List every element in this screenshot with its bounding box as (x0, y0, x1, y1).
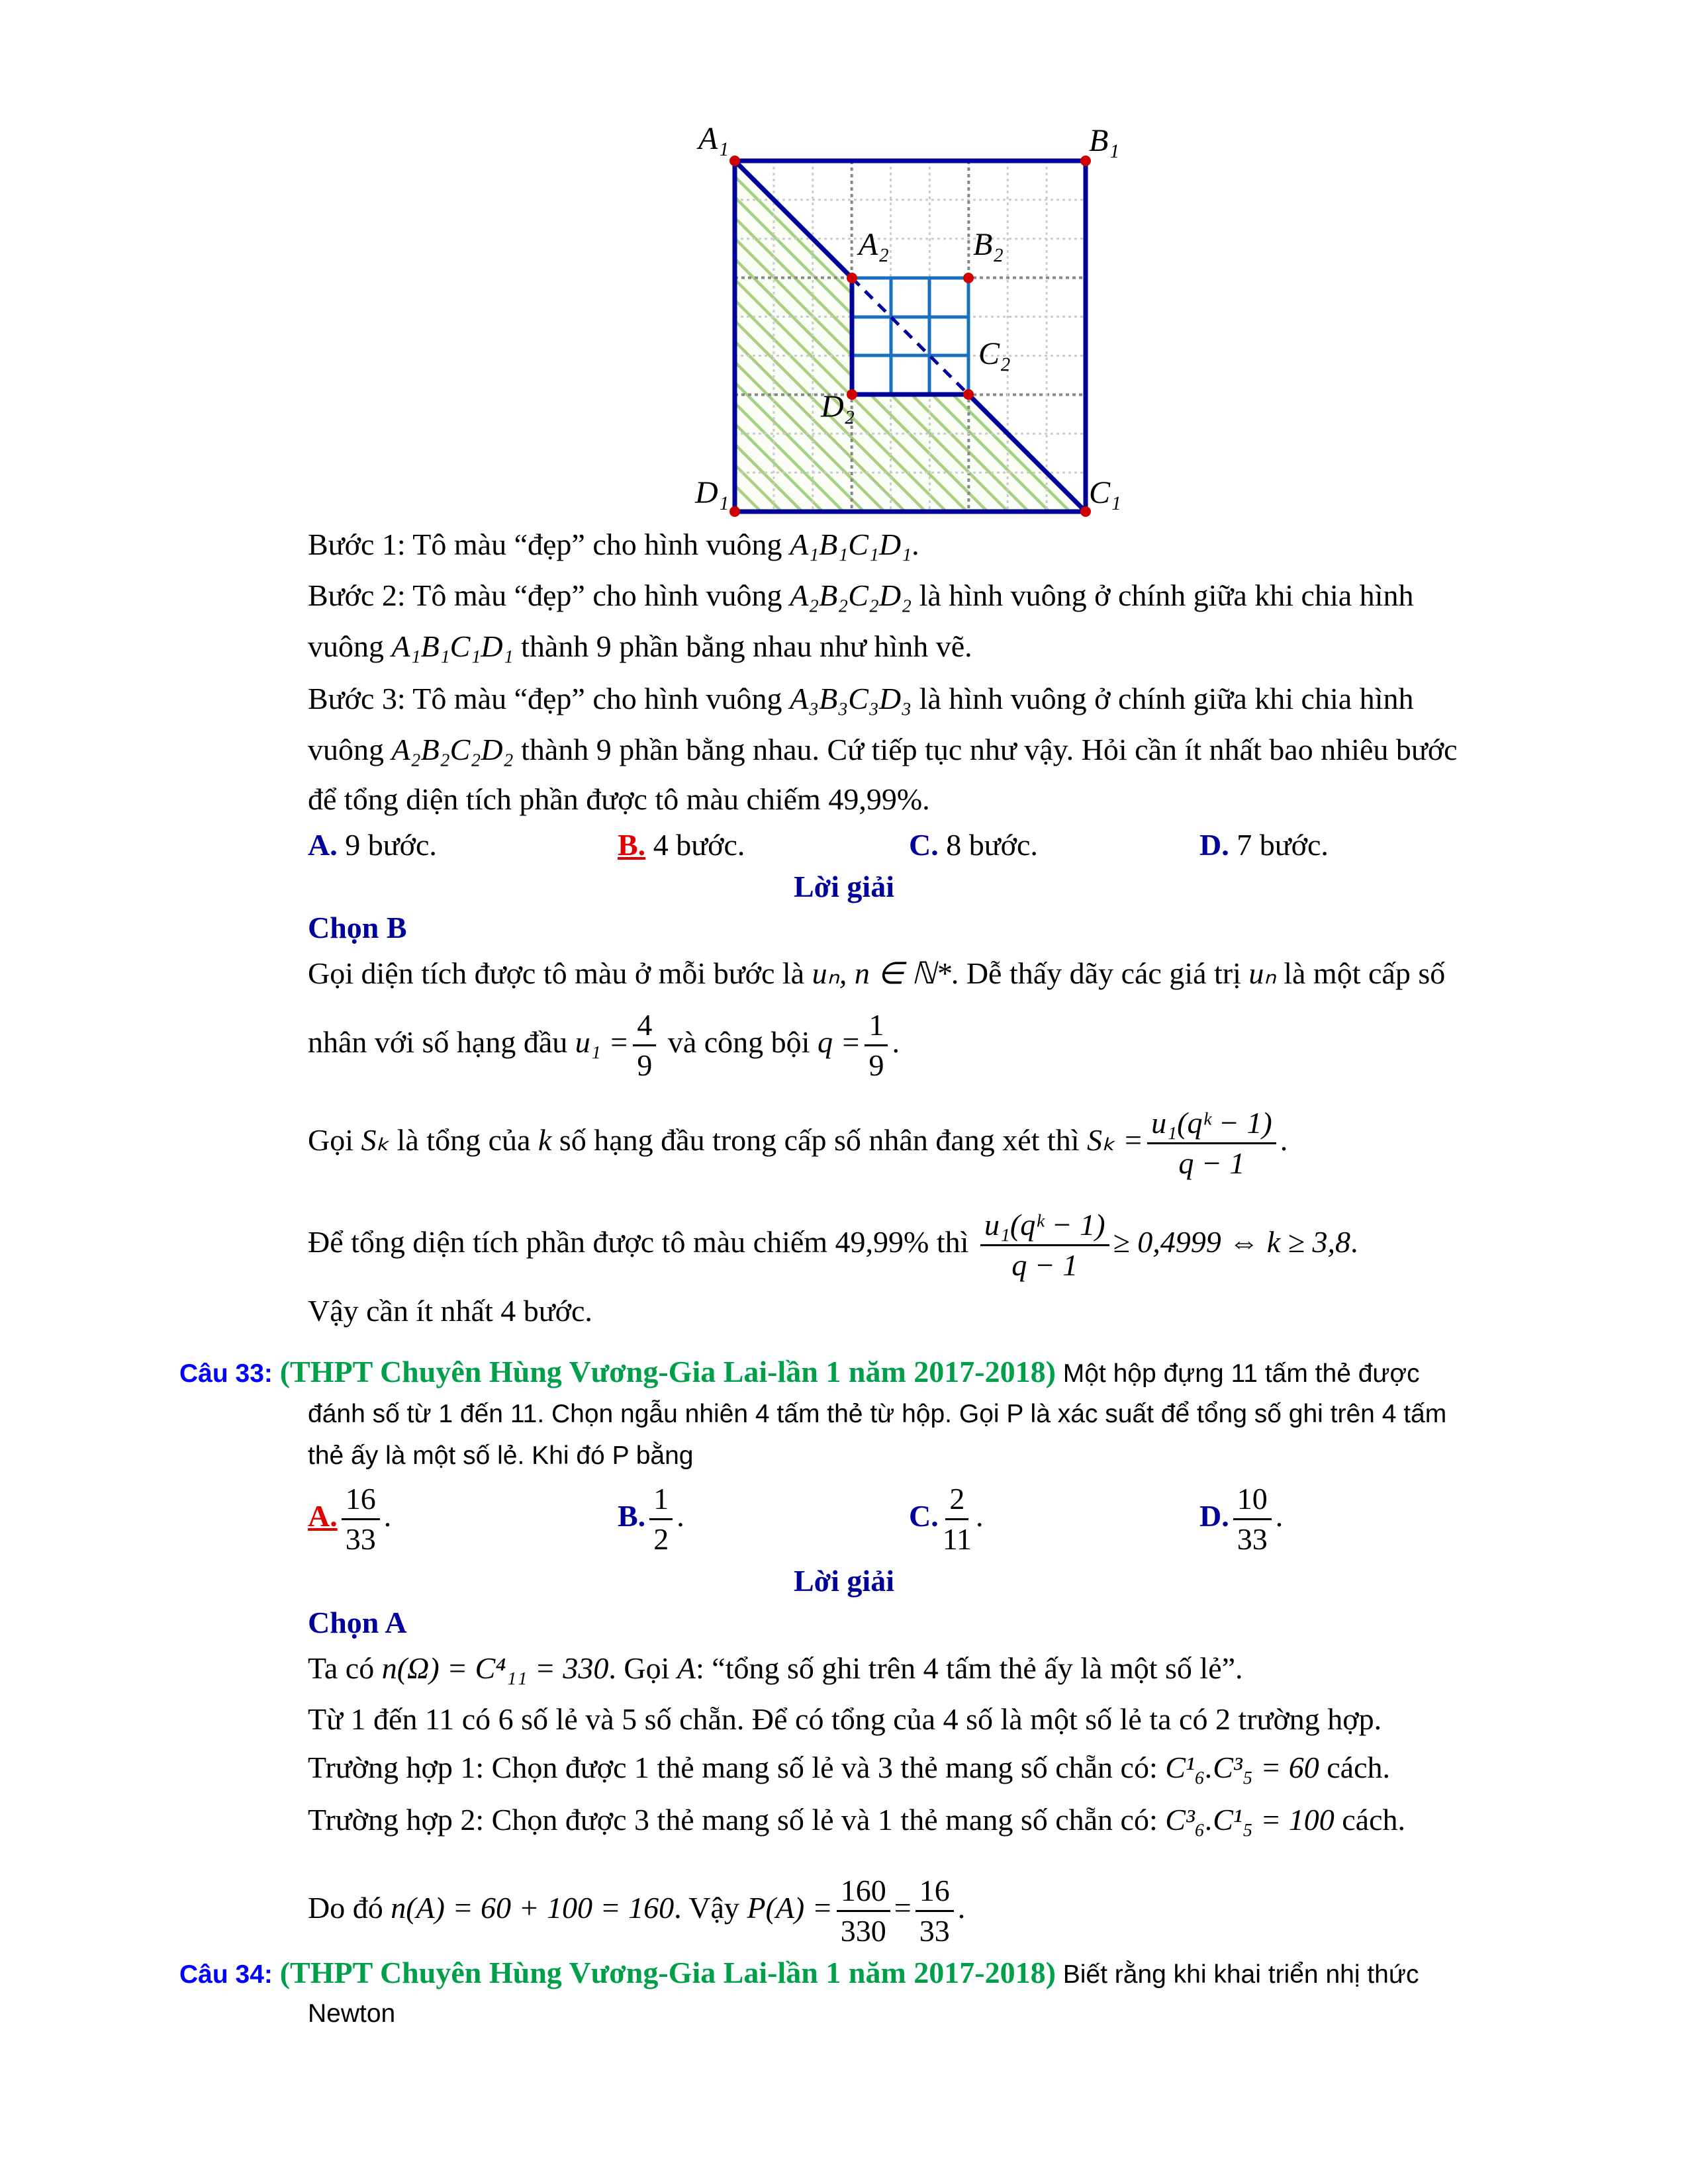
label-a2: A₂ (859, 227, 890, 262)
option-c (909, 827, 1038, 864)
text: Do đó (308, 1891, 391, 1925)
text: Bước 3: Tô màu “đẹp” cho hình vuông (308, 682, 790, 715)
text: : “tổng số ghi trên 4 tấm thẻ ấy là một số lẻ”. (696, 1651, 1243, 1685)
math: P(A) = (747, 1891, 833, 1925)
chosen-answer: Chọn A (308, 1606, 407, 1639)
solution-line-3 (308, 1749, 1390, 1786)
option-b (618, 827, 745, 864)
numerator: u₁(qᵏ − 1) (1147, 1104, 1276, 1144)
numerator: 1 (865, 1006, 888, 1046)
math: q = (817, 1025, 861, 1060)
solution-line-1 (308, 955, 1445, 992)
equals: = (894, 1891, 912, 1925)
text: số hạng đầu trong cấp số nhân đang xét thì (551, 1123, 1087, 1158)
question-text: Một hộp đựng 11 tấm thẻ được (1055, 1359, 1420, 1388)
numerator: 1 (649, 1480, 673, 1520)
label-c2: C₂ (978, 336, 1011, 371)
math: A₂B₂C₂D₂ (790, 578, 912, 612)
solution-line-2: Từ 1 đến 11 có 6 số lẻ và 5 số chẵn. Để có tổng của 4 số là một số lẻ ta có 2 trường hợp. (308, 1702, 1382, 1736)
math: uₙ (1248, 956, 1276, 990)
numerator: 4 (633, 1006, 656, 1046)
text: Trường hợp 2: Chọn được 3 thẻ mang số lẻ và 1 thẻ mang số chẵn có: (308, 1803, 1166, 1837)
text: cách. (1334, 1803, 1406, 1837)
step-3-line-2 (308, 731, 1458, 768)
math: C¹₆.C³₅ = 60 (1165, 1751, 1319, 1784)
label-c1: C₁ (1089, 475, 1121, 510)
fraction (633, 1006, 656, 1085)
denominator: 33 (919, 1914, 950, 1948)
question-33-line-2: đánh số từ 1 đến 11. Chọn ngẫu nhiên 4 tấm thẻ từ hộp. Gọi P là xác suất để tổng số ghi trên 4 tấm (308, 1400, 1447, 1428)
solution-line-5 (308, 1872, 965, 1950)
text: . (1350, 1225, 1358, 1259)
solution-line-3 (308, 1104, 1288, 1183)
chosen-answer: Chọn B (308, 911, 407, 944)
question-number: Câu 34: (179, 1960, 273, 1989)
question-33-header (179, 1353, 1420, 1392)
denominator: 2 (653, 1522, 669, 1556)
math: A₃B₃C₃D₃ (790, 682, 912, 715)
text: Ta có (308, 1651, 382, 1685)
text: Bước 2: Tô màu “đẹp” cho hình vuông (308, 578, 790, 612)
option-b: B. $\frac{1}{2}$ . (618, 1480, 684, 1559)
label-b1: B₁ (1089, 123, 1120, 158)
fraction (342, 1480, 380, 1559)
option-text: 7 bước. (1229, 828, 1329, 862)
denominator: 9 (637, 1048, 653, 1082)
option-a (308, 827, 437, 864)
solution-conclusion: Vậy cần ít nhất 4 bước. (308, 1294, 592, 1328)
question-34-line-2: Newton (308, 1999, 396, 2028)
numerator: 16 (915, 1872, 954, 1912)
question-source: (THPT Chuyên Hùng Vương-Gia Lai-lần 1 năm 2017-2018) (279, 1956, 1056, 1989)
option-letter: C. (909, 1499, 939, 1533)
math: n(A) = 60 + 100 = 160 (391, 1891, 675, 1925)
denominator: 33 (1237, 1522, 1268, 1556)
text: là một cấp số (1276, 956, 1446, 990)
option-text: 4 bước. (645, 828, 745, 862)
step-2-line-1 (308, 577, 1413, 614)
option-letter: D. (1199, 1499, 1229, 1533)
denominator: q − 1 (1178, 1146, 1245, 1180)
label-d1: D₁ (695, 475, 729, 510)
option-letter: D. (1199, 828, 1229, 862)
math: n(Ω) = C⁴₁₁ = 330 (381, 1651, 609, 1685)
math: uₙ, n ∈ ℕ* (812, 956, 951, 990)
option-letter-correct: B. (618, 828, 646, 862)
math: A₁B₁C₁D₁ (391, 629, 514, 663)
step-1 (308, 526, 919, 563)
denominator: 11 (942, 1522, 972, 1556)
text: là hình vuông ở chính giữa khi chia hình (912, 578, 1414, 612)
denominator: 330 (840, 1914, 886, 1948)
solution-line-1 (308, 1650, 1243, 1687)
numerator: 16 (342, 1480, 380, 1520)
fraction (943, 1480, 972, 1559)
step-2-line-2 (308, 628, 972, 665)
text: . (1280, 1123, 1288, 1158)
math: A₂B₂C₂D₂ (391, 733, 514, 766)
option-c: C. $\frac{2}{11}$ . (909, 1480, 984, 1559)
text: Gọi diện tích được tô màu ở mỗi bước là (308, 956, 812, 990)
numerator: u₁(qᵏ − 1) (980, 1206, 1109, 1246)
solution-title: Lời giải (794, 870, 894, 903)
fraction (649, 1480, 673, 1559)
label-a1: A₁ (698, 121, 729, 156)
math: u₁ = (575, 1025, 630, 1060)
math: Sₖ (361, 1123, 390, 1158)
solution-line-2 (308, 1006, 900, 1085)
math: k (538, 1123, 552, 1158)
question-34-header (179, 1954, 1419, 1993)
text: nhân với số hạng đầu (308, 1025, 575, 1060)
text: . (892, 1025, 900, 1060)
text: Bước 1: Tô màu “đẹp” cho hình vuông (308, 527, 790, 561)
option-letter: B. (618, 1499, 646, 1533)
fraction (980, 1206, 1109, 1285)
question-text: Biết rằng khi khai triển nhị thức (1055, 1960, 1419, 1989)
label-b2: B₂ (973, 227, 1004, 262)
step-3-line-1 (308, 680, 1413, 717)
step-3-line-3: để tổng diện tích phần được tô màu chiếm 49,99%. (308, 782, 930, 816)
math: A₁B₁C₁D₁ (790, 527, 912, 561)
text: . (957, 1891, 966, 1925)
option-d (1199, 827, 1329, 864)
denominator: q − 1 (1011, 1248, 1078, 1282)
text: thành 9 phần bằng nhau như hình vẽ. (513, 629, 972, 663)
numerator: 2 (945, 1480, 968, 1520)
math: ≥ 0,4999 ⇔ k ≥ 3,8 (1113, 1225, 1350, 1259)
text: . Vậy (674, 1891, 747, 1925)
fraction (1233, 1480, 1272, 1559)
option-a: A. $\frac{16}{33}$ . (308, 1480, 391, 1559)
text: là hình vuông ở chính giữa khi chia hình (912, 682, 1414, 715)
numerator: 160 (837, 1872, 890, 1912)
fraction (915, 1872, 954, 1950)
option-letter-correct: A. (308, 1499, 338, 1533)
denominator: 9 (868, 1048, 884, 1082)
denominator: 33 (345, 1522, 376, 1556)
text: là tổng của (389, 1123, 538, 1158)
solution-line-4 (308, 1801, 1405, 1839)
text: Để tổng diện tích phần được tô màu chiếm 49,99% thì (308, 1225, 976, 1259)
question-number: Câu 33: (179, 1359, 273, 1388)
question-source: (THPT Chuyên Hùng Vương-Gia Lai-lần 1 năm 2017-2018) (279, 1355, 1056, 1388)
option-d: D. $\frac{10}{33}$ . (1199, 1480, 1283, 1559)
text: vuông (308, 629, 392, 663)
text: . Gọi (608, 1651, 677, 1685)
fraction (865, 1006, 888, 1085)
fraction (1147, 1104, 1276, 1183)
text: . (912, 527, 919, 561)
text: cách. (1319, 1751, 1391, 1784)
math: C³₆.C¹₅ = 100 (1165, 1803, 1335, 1837)
option-text: 8 bước. (938, 828, 1038, 862)
question-33-line-3: thẻ ấy là một số lẻ. Khi đó P bằng (308, 1441, 694, 1470)
text: thành 9 phần bằng nhau. Cứ tiếp tục như vậy. Hỏi cần ít nhất bao nhiêu bước (513, 733, 1458, 766)
solution-line-4 (308, 1206, 1358, 1285)
fraction (837, 1872, 890, 1950)
text: và công bội (660, 1025, 818, 1060)
text: Trường hợp 1: Chọn được 1 thẻ mang số lẻ và 3 thẻ mang số chẵn có: (308, 1751, 1166, 1784)
label-d2: D₂ (821, 389, 855, 424)
option-letter: C. (909, 828, 939, 862)
option-letter: A. (308, 828, 338, 862)
option-text: 9 bước. (337, 828, 437, 862)
math: A (677, 1651, 696, 1685)
numerator: 10 (1233, 1480, 1272, 1520)
text: . Dễ thấy dãy các giá trị (951, 956, 1249, 990)
nested-squares-figure (0, 0, 1688, 543)
math: Sₖ = (1087, 1123, 1144, 1158)
solution-title: Lời giải (794, 1564, 894, 1598)
text: vuông (308, 733, 392, 766)
text: Gọi (308, 1123, 361, 1158)
